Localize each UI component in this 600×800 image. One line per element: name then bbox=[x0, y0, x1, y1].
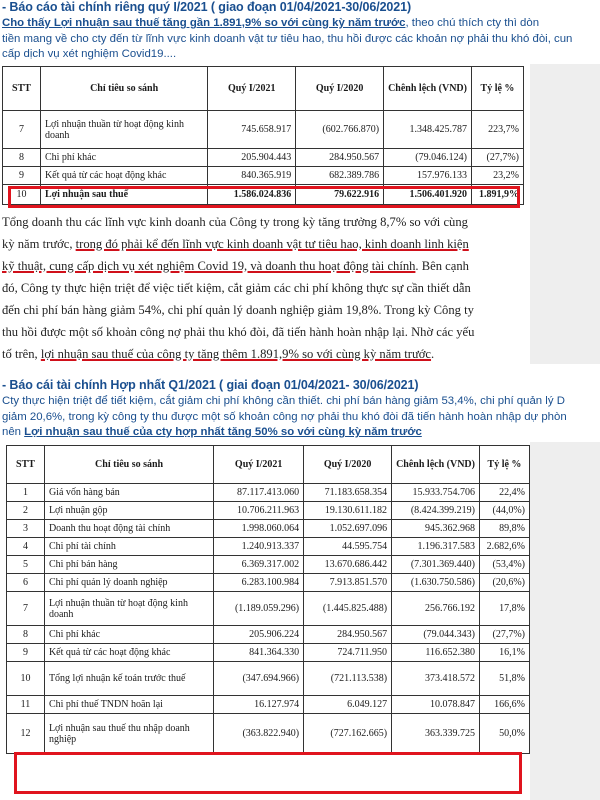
scan-margin-2 bbox=[530, 442, 600, 800]
table-row bbox=[7, 574, 530, 592]
table-row bbox=[7, 714, 530, 754]
table-rieng-q1 bbox=[2, 66, 524, 205]
cell-stt: 3 bbox=[7, 520, 45, 538]
section2-link[interactable]: Lợi nhuận sau thuế của cty hợp nhất tăng 50% so với cùng kỳ năm trước bbox=[24, 426, 422, 438]
cell-q1-2021: (1.189.059.296) bbox=[214, 592, 304, 626]
col-header-ty-le: Tỷ lệ % bbox=[479, 446, 529, 484]
col-header-stt: STT bbox=[7, 446, 45, 484]
cell-stt: 2 bbox=[7, 502, 45, 520]
section2-title: - Báo cái tài chính Hợp nhất Q1/2021 ( giai đoạn 01/04/2021- 30/06/2021) bbox=[2, 378, 419, 392]
cell-q1-2021: 87.117.413.060 bbox=[214, 484, 304, 502]
cell-q1-2020: (1.445.825.488) bbox=[304, 592, 392, 626]
cell-stt: 7 bbox=[7, 592, 45, 626]
cell-q1-2021: 6.283.100.984 bbox=[214, 574, 304, 592]
scanned-paragraph bbox=[2, 211, 522, 365]
cell-q1-2020: 19.130.611.182 bbox=[304, 502, 392, 520]
table-row bbox=[7, 662, 530, 696]
section2-paragraph bbox=[2, 394, 598, 441]
cell-q1-2020: 7.913.851.570 bbox=[304, 574, 392, 592]
table-row bbox=[7, 484, 530, 502]
cell-stt: 8 bbox=[3, 149, 41, 167]
cell-chi-tieu: Kết quả từ các hoạt động khác bbox=[44, 644, 213, 662]
cell-chenh-lech: 945.362.968 bbox=[392, 520, 480, 538]
cell-q1-2021: 10.706.211.963 bbox=[214, 502, 304, 520]
cell-ty-le: 2.682,6% bbox=[479, 538, 529, 556]
cell-ty-le: 51,8% bbox=[479, 662, 529, 696]
cell-q1-2021: 205.904.443 bbox=[208, 149, 296, 167]
cell-q1-2021: (363.822.940) bbox=[214, 714, 304, 754]
cell-ty-le: (53,4%) bbox=[479, 556, 529, 574]
scan-line-5: đến chi phí bán hàng giảm 54%, chi phí quản lý doanh nghiệp giảm 19,8%. Trong kỳ Công ty bbox=[2, 303, 474, 317]
cell-stt: 12 bbox=[7, 714, 45, 754]
col-header-stt: STT bbox=[3, 67, 41, 111]
highlight-box-profit-2 bbox=[14, 752, 522, 794]
cell-chi-tieu: Chi phí thuế TNDN hoãn lại bbox=[44, 696, 213, 714]
cell-stt: 7 bbox=[3, 111, 41, 149]
cell-chi-tieu: Chi phí tài chính bbox=[44, 538, 213, 556]
scan-margin bbox=[530, 64, 600, 364]
section2-para-line2: giảm 20,6%, trong kỳ công ty thu được một số khoản công nợ phải thu khó đòi đã tiến hành hoàn nhập dự phòn bbox=[2, 410, 567, 423]
col-header-chi-tieu: Chỉ tiêu so sánh bbox=[40, 67, 207, 111]
cell-chi-tieu: Chi phí quản lý doanh nghiệp bbox=[44, 574, 213, 592]
col-header-chenh-lech: Chênh lệch (VND) bbox=[384, 67, 472, 111]
col-header-chenh-lech: Chênh lệch (VND) bbox=[392, 446, 480, 484]
section1-para-line1-rest: , theo chú thích cty thì dòn bbox=[405, 17, 540, 29]
cell-chenh-lech: (79.044.343) bbox=[392, 626, 480, 644]
cell-ty-le: 17,8% bbox=[479, 592, 529, 626]
cell-q1-2020: 71.183.658.354 bbox=[304, 484, 392, 502]
section1-title: - Báo cáo tài chính riêng quý I/2021 ( giao đoạn 01/04/2021-30/06/2021) bbox=[2, 0, 412, 14]
cell-q1-2020: 6.049.127 bbox=[304, 696, 392, 714]
cell-stt: 10 bbox=[7, 662, 45, 696]
scan-line-1: Tổng doanh thu các lĩnh vực kinh doanh của Công ty trong kỳ tăng trưởng 8,7% so với cùng bbox=[2, 215, 468, 229]
cell-chenh-lech: 1.348.425.787 bbox=[384, 111, 472, 149]
section1-para-line2: tiền mang về cho cty đến từ lĩnh vực kinh doanh vật tư tiêu hao, thu hồi được các khoản nợ phải thu khó đòi, cun bbox=[2, 32, 573, 45]
scan-underlined-revenue-sources: trong đó phải kể đến lĩnh vực kinh doanh vật tư tiêu hao, kinh doanh linh kiện bbox=[75, 237, 469, 251]
table-row bbox=[3, 111, 524, 149]
cell-q1-2021: 840.365.919 bbox=[208, 167, 296, 185]
scan-line-7a: tố trên, bbox=[2, 347, 41, 361]
cell-chi-tieu: Lợi nhuận gộp bbox=[44, 502, 213, 520]
cell-stt: 8 bbox=[7, 626, 45, 644]
cell-chenh-lech: (79.046.124) bbox=[384, 149, 472, 167]
col-header-q1-2020: Quý I/2020 bbox=[304, 446, 392, 484]
col-header-ty-le: Tỷ lệ % bbox=[471, 67, 523, 111]
cell-stt: 9 bbox=[7, 644, 45, 662]
col-header-q1-2021: Quý I/2021 bbox=[208, 67, 296, 111]
cell-chenh-lech: (8.424.399.219) bbox=[392, 502, 480, 520]
cell-chi-tieu: Lợi nhuận sau thuế bbox=[40, 185, 207, 205]
scan-underlined-profit-growth: lợi nhuận sau thuế của công ty tăng thêm 1.891,9% so với cùng kỳ năm trước bbox=[40, 347, 432, 361]
cell-q1-2020: 79.622.916 bbox=[296, 185, 384, 205]
cell-q1-2020: 13.670.686.442 bbox=[304, 556, 392, 574]
cell-chi-tieu: Tổng lợi nhuận kế toán trước thuế bbox=[44, 662, 213, 696]
cell-stt: 11 bbox=[7, 696, 45, 714]
cell-ty-le: 1.891,9% bbox=[471, 185, 523, 205]
cell-chenh-lech: 373.418.572 bbox=[392, 662, 480, 696]
cell-chenh-lech: 116.652.380 bbox=[392, 644, 480, 662]
cell-stt: 9 bbox=[3, 167, 41, 185]
cell-chenh-lech: 256.766.192 bbox=[392, 592, 480, 626]
cell-q1-2021: (347.694.966) bbox=[214, 662, 304, 696]
cell-chi-tieu: Lợi nhuận thuần từ hoạt động kinh doanh bbox=[44, 592, 213, 626]
cell-q1-2020: 284.950.567 bbox=[296, 149, 384, 167]
cell-ty-le: 223,7% bbox=[471, 111, 523, 149]
cell-stt: 4 bbox=[7, 538, 45, 556]
cell-ty-le: 16,1% bbox=[479, 644, 529, 662]
cell-q1-2021: 745.658.917 bbox=[208, 111, 296, 149]
highlight-box-profit-1 bbox=[8, 186, 520, 208]
section2-para-line3-pre: nên bbox=[2, 426, 25, 438]
cell-ty-le: 166,6% bbox=[479, 696, 529, 714]
cell-q1-2020: (727.162.665) bbox=[304, 714, 392, 754]
section2-para-line1: Cty thực hiện triệt để tiết kiệm, cắt giảm chi phí không cần thiết. chi phí bán hàng giảm 53,4%, chi phí quản lý D bbox=[2, 395, 565, 407]
cell-q1-2020: (721.113.538) bbox=[304, 662, 392, 696]
cell-q1-2020: 1.052.697.096 bbox=[304, 520, 392, 538]
cell-q1-2020: 724.711.950 bbox=[304, 644, 392, 662]
section1-paragraph bbox=[2, 16, 598, 63]
cell-chenh-lech: (1.630.750.586) bbox=[392, 574, 480, 592]
cell-chi-tieu: Lợi nhuận thuần từ hoạt động kinh doanh bbox=[40, 111, 207, 149]
cell-q1-2021: 1.998.060.064 bbox=[214, 520, 304, 538]
cell-ty-le: (44,0%) bbox=[479, 502, 529, 520]
cell-ty-le: 89,8% bbox=[479, 520, 529, 538]
section1-para-line3: cấp dịch vụ xét nghiệm Covid19.... bbox=[2, 48, 177, 60]
table-row bbox=[7, 644, 530, 662]
section1-link[interactable]: Cho thấy Lợi nhuận sau thuế tăng gần 1.891,9% so với cùng kỳ năm trước bbox=[2, 17, 406, 29]
cell-q1-2020: 44.595.754 bbox=[304, 538, 392, 556]
cell-stt: 5 bbox=[7, 556, 45, 574]
scan-line-7c: . bbox=[431, 347, 435, 361]
cell-chenh-lech: 363.339.725 bbox=[392, 714, 480, 754]
cell-stt: 6 bbox=[7, 574, 45, 592]
cell-chi-tieu: Lợi nhuận sau thuế thu nhập doanh nghiệp bbox=[44, 714, 213, 754]
cell-chenh-lech: 15.933.754.706 bbox=[392, 484, 480, 502]
cell-q1-2021: 1.586.024.836 bbox=[208, 185, 296, 205]
table-row bbox=[7, 502, 530, 520]
cell-q1-2021: 841.364.330 bbox=[214, 644, 304, 662]
cell-q1-2020: 284.950.567 bbox=[304, 626, 392, 644]
table-row bbox=[3, 167, 524, 185]
col-header-chi-tieu: Chỉ tiêu so sánh bbox=[44, 446, 213, 484]
scan-line-3b: . Bên cạnh bbox=[415, 259, 469, 273]
cell-chi-tieu: Chi phí khác bbox=[44, 626, 213, 644]
table-row bbox=[7, 520, 530, 538]
cell-chi-tieu: Giá vốn hàng bán bbox=[44, 484, 213, 502]
scan-line-6: thu hồi được một số khoản công nợ phải thu khó đòi, đã tiến hành hoàn nhập lại. Nhờ các yếu bbox=[2, 325, 475, 339]
cell-chenh-lech: 1.196.317.583 bbox=[392, 538, 480, 556]
cell-chi-tieu: Kết quả từ các hoạt động khác bbox=[40, 167, 207, 185]
cell-stt: 10 bbox=[3, 185, 41, 205]
cell-q1-2021: 1.240.913.337 bbox=[214, 538, 304, 556]
scan-underlined-revenue-sources-cont: kỹ thuật, cung cấp dịch vụ xét nghiệm Covid 19, và doanh thu hoạt động tài chính bbox=[2, 259, 416, 273]
cell-chi-tieu: Chi phí khác bbox=[40, 149, 207, 167]
table-hop-nhat-q1 bbox=[6, 445, 530, 754]
cell-ty-le: (27,7%) bbox=[471, 149, 523, 167]
cell-chenh-lech: 157.976.133 bbox=[384, 167, 472, 185]
cell-q1-2021: 205.906.224 bbox=[214, 626, 304, 644]
cell-chenh-lech: 10.078.847 bbox=[392, 696, 480, 714]
cell-ty-le: (20,6%) bbox=[479, 574, 529, 592]
table-row bbox=[7, 538, 530, 556]
cell-chenh-lech: 1.506.401.920 bbox=[384, 185, 472, 205]
cell-chi-tieu: Doanh thu hoạt động tài chính bbox=[44, 520, 213, 538]
table-row bbox=[7, 626, 530, 644]
cell-stt: 1 bbox=[7, 484, 45, 502]
cell-q1-2020: 682.389.786 bbox=[296, 167, 384, 185]
scan-line-2a: kỳ năm trước, bbox=[2, 237, 76, 251]
table-row bbox=[3, 149, 524, 167]
cell-q1-2021: 6.369.317.002 bbox=[214, 556, 304, 574]
col-header-q1-2021: Quý I/2021 bbox=[214, 446, 304, 484]
table-row bbox=[7, 592, 530, 626]
scan-line-4: đó, Công ty thực hiện triệt để việc tiết kiệm, cắt giảm các chi phí không thực sự cần thiết dẫn bbox=[2, 281, 471, 295]
cell-q1-2021: 16.127.974 bbox=[214, 696, 304, 714]
cell-ty-le: 23,2% bbox=[471, 167, 523, 185]
table-row bbox=[7, 696, 530, 714]
cell-chenh-lech: (7.301.369.440) bbox=[392, 556, 480, 574]
cell-q1-2020: (602.766.870) bbox=[296, 111, 384, 149]
cell-ty-le: (27,7%) bbox=[479, 626, 529, 644]
cell-ty-le: 50,0% bbox=[479, 714, 529, 754]
cell-chi-tieu: Chi phí bán hàng bbox=[44, 556, 213, 574]
cell-ty-le: 22,4% bbox=[479, 484, 529, 502]
table-row bbox=[7, 556, 530, 574]
col-header-q1-2020: Quý I/2020 bbox=[296, 67, 384, 111]
